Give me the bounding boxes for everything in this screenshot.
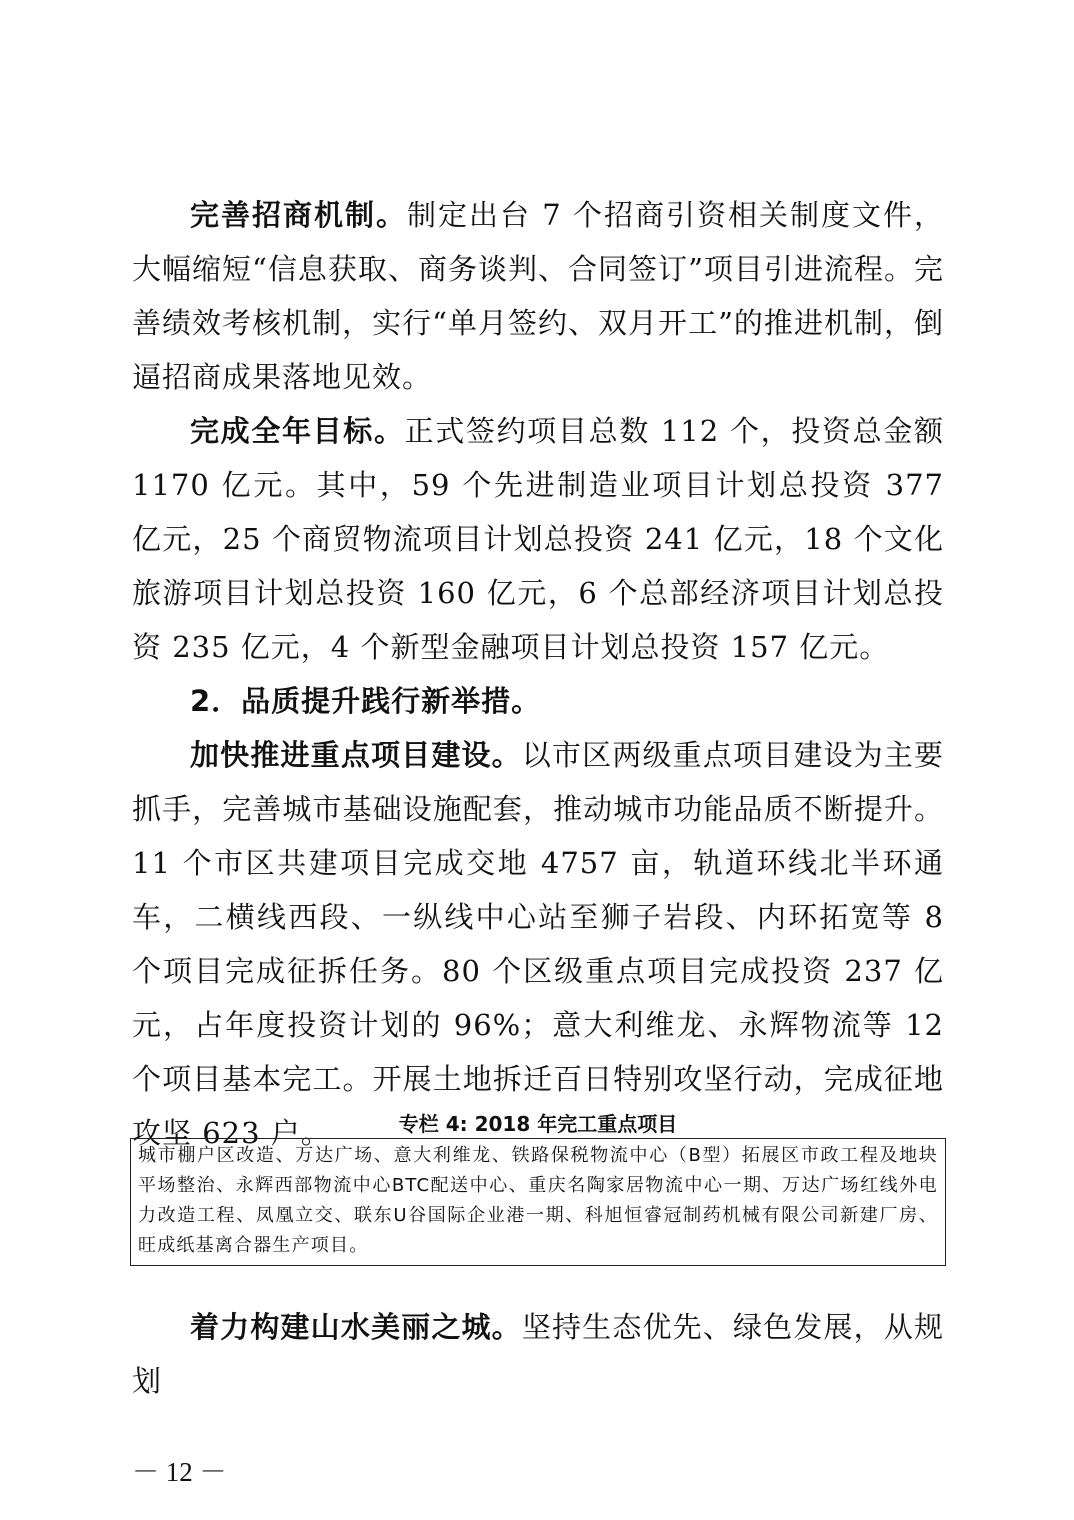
paragraph-annual-target [132,404,944,674]
project-box: 城市棚户区改造、万达广场、意大利维龙、铁路保税物流中心（B型）拓展区市政工程及地块平场整治、永辉西部物流中心BTC配送中心、重庆名陶家居物流中心一期、万达广场红线外电力改造工程、凤凰立交、联东U谷国际企业港一期、科旭恒睿冠制药机械有限公司新建厂房、旺成纸基离合器生产项目。 [130,1138,946,1266]
paragraph-lead: 完善招商机制。 [190,198,408,232]
paragraph-lead: 着力构建山水美丽之城。 [190,1310,522,1344]
document-body [132,188,944,1160]
paragraph-text: 坚持生态优先、绿色发展，从规划 [132,1310,944,1398]
paragraph-text: 正式签约项目总数 112 个，投资总金额 1170 亿元。其中，59 个先进制造业项目计划总投资 377 亿元，25 个商贸物流项目计划总投资 241 亿元，18 个文化旅游项目计划总投资 160 亿元，6 个总部经济项目计划总投资 235 亿元，4 个新型金融项目计划总投资 157 亿元。 [132,414,944,664]
paragraph-green-city [132,1300,944,1408]
page-number: － 12 － [132,1457,227,1487]
paragraph-text: 以市区两级重点项目建设为主要抓手，完善城市基础设施配套，推动城市功能品质不断提升。11 个市区共建项目完成交地 4757 亩，轨道环线北半环通车，二横线西段、一纵线中心站至狮子岩段、内环拓宽等 8 个项目完成征拆任务。80 个区级重点项目完成投资 237 亿元，占年度投资计划的 96%；意大利维龙、永辉物流等 12 个项目基本完工。开展土地拆迁百日特别攻坚行动，完成征地攻坚 623 户。 [132,738,944,1150]
paragraph-investment-mechanism [132,188,944,404]
paragraph-key-projects [132,728,944,1160]
paragraph-text: 制定出台 7 个招商引资相关制度文件，大幅缩短“信息获取、商务谈判、合同签订”项目引进流程。完善绩效考核机制，实行“单月签约、双月开工”的推进机制，倒逼招商成果落地见效。 [132,198,944,394]
paragraph-lead: 加快推进重点项目建设。 [190,738,522,772]
document-body-continued [132,1300,944,1408]
box-title: 专栏 4: 2018 年完工重点项目 [398,1112,678,1136]
paragraph-lead: 完成全年目标。 [190,414,405,448]
section-heading: 2．品质提升践行新举措。 [190,684,542,718]
